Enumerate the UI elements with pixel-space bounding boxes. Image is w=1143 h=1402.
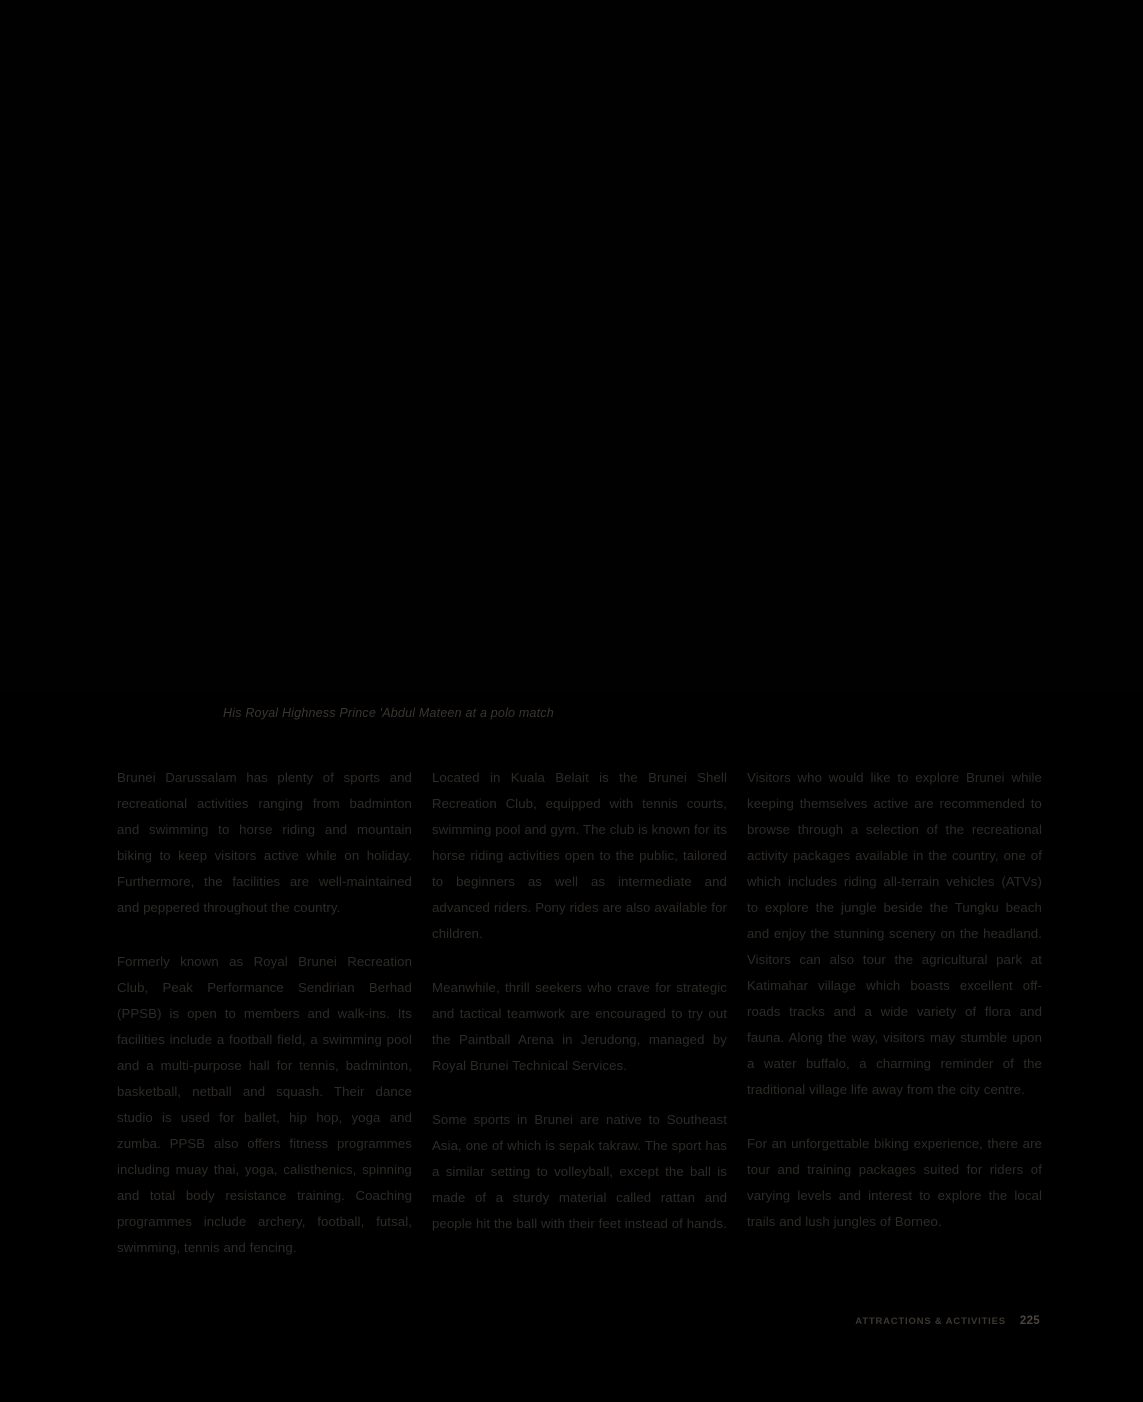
- text-column-3: [747, 765, 1042, 1261]
- paragraph: Located in Kuala Belait is the Brunei Shell Recreation Club, equipped with tennis courts, swimming pool and gym. The club is known for its horse riding activities open to the public, tailored to beginners as well as intermediate and advanced riders. Pony rides are also available for children.: [432, 770, 727, 941]
- paragraph: Visitors who would like to explore Brunei while keeping themselves active are recommended to browse through a selection of the recreational activity packages available in the country, one of which includes riding all-terrain vehicles (ATVs) to explore the jungle beside the Tungku beach and enjoy the stunning scenery on the headland. Visitors can also tour the agricultural park at Katimahar village which boasts excellent off-roads tracks and a wide variety of flora and fauna. Along the way, visitors may stumble upon a water buffalo, a charming reminder of the traditional village life away from the city centre.: [747, 770, 1042, 1097]
- paragraph: Brunei Darussalam has plenty of sports and recreational activities ranging from badminton and swimming to horse riding and mountain biking to keep visitors active while on holiday. Furthermore, the facilities are well-maintained and peppered throughout the country.: [117, 770, 412, 915]
- paragraph: For an unforgettable biking experience, there are tour and training packages suited for riders of varying levels and interest to explore the local trails and lush jungles of Borneo.: [747, 1136, 1042, 1229]
- footer-section-label: ATTRACTIONS & ACTIVITIES: [855, 1315, 1006, 1327]
- article-columns: [117, 765, 1042, 1261]
- photo-caption: His Royal Highness Prince 'Abdul Mateen at a polo match: [223, 706, 554, 720]
- paragraph: Meanwhile, thrill seekers who crave for strategic and tactical teamwork are encouraged to try out the Paintball Arena in Jerudong, managed by Royal Brunei Technical Services.: [432, 980, 727, 1073]
- paragraph: Formerly known as Royal Brunei Recreation Club, Peak Performance Sendirian Berhad (PPSB) is open to members and walk-ins. Its facilities include a football field, a swimming pool and a multi-purpose hall for tennis, badminton, basketball, netball and squash. Their dance studio is used for ballet, hip hop, yoga and zumba. PPSB also offers fitness programmes including muay thai, yoga, calisthenics, spinning and total body resistance training. Coaching programmes include archery, football, futsal, swimming, tennis and fencing.: [117, 954, 412, 1255]
- page-footer: [855, 1315, 1040, 1327]
- text-column-1: [117, 765, 412, 1261]
- text-column-2: [432, 765, 727, 1261]
- footer-page-number: 225: [1019, 1315, 1040, 1327]
- paragraph: Some sports in Brunei are native to Southeast Asia, one of which is sepak takraw. The sport has a similar setting to volleyball, except the ball is made of a sturdy material called rattan and people hit the ball with their feet instead of hands.: [432, 1112, 727, 1231]
- polo-match-photograph: [0, 0, 1143, 690]
